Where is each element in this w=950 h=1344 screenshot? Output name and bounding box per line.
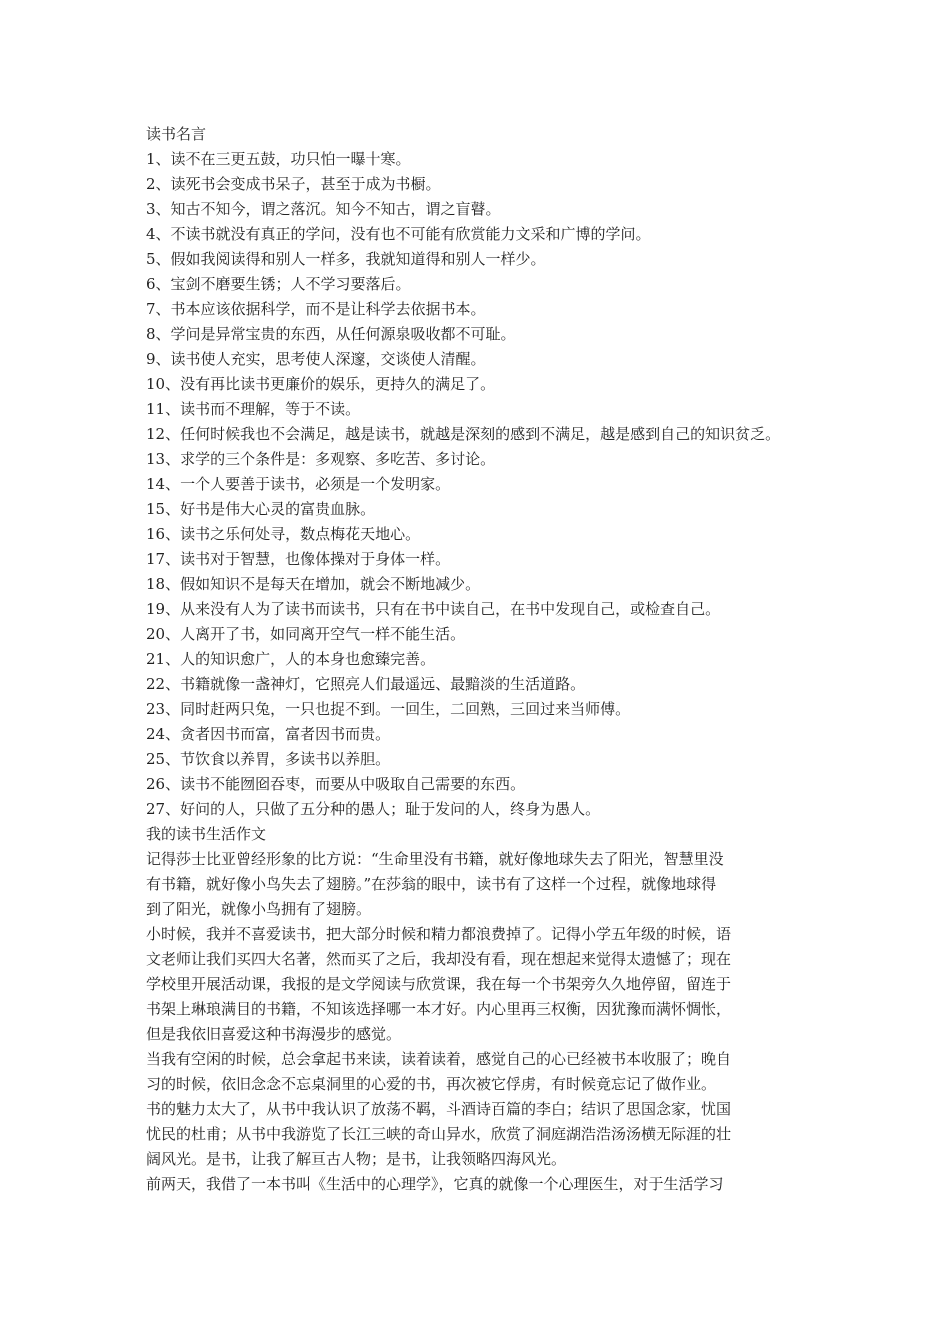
essay-line: 阔风光。是书，让我了解亘古人物；是书，让我领略四海风光。 (146, 1150, 567, 1168)
essay-line: 学校里开展活动课，我报的是文学阅读与欣赏课，我在每一个书架旁久久地停留，留连于 (146, 975, 732, 993)
quote-item: 25、节饮食以养胃，多读书以养胆。 (146, 750, 391, 768)
essay-line: 小时候，我并不喜爱读书，把大部分时候和精力都浪费掉了。记得小学五年级的时候，语 (146, 925, 732, 943)
quote-item: 13、求学的三个条件是：多观察、多吃苦、多讨论。 (146, 450, 496, 468)
quote-item: 5、假如我阅读得和别人一样多，我就知道得和别人一样少。 (146, 250, 546, 268)
quote-item: 14、一个人要善于读书，必须是一个发明家。 (146, 475, 451, 493)
essay-line: 忧民的杜甫；从书中我游览了长江三峡的奇山异水，欣赏了洞庭湖浩浩汤汤横无际涯的壮 (146, 1125, 732, 1143)
quote-item: 26、读书不能囫囵吞枣，而要从中吸取自己需要的东西。 (146, 775, 526, 793)
essay-line: 当我有空闲的时候，总会拿起书来读，读着读着，感觉自己的心已经被书本收服了；晚自 (146, 1050, 732, 1068)
quote-item: 20、人离开了书，如同离开空气一样不能生活。 (146, 625, 466, 643)
quote-item: 19、从来没有人为了读书而读书，只有在书中读自己，在书中发现自己，或检查自己。 (146, 600, 721, 618)
quote-item: 4、不读书就没有真正的学问，没有也不可能有欣赏能力文采和广博的学问。 (146, 225, 651, 243)
essay-line: 前两天，我借了一本书叫《生活中的心理学》，它真的就像一个心理医生，对于生活学习 (146, 1175, 724, 1193)
quote-item: 18、假如知识不是每天在增加，就会不断地减少。 (146, 575, 481, 593)
essay-line: 记得莎士比亚曾经形象的比方说：“生命里没有书籍，就好像地球失去了阳光，智慧里没 (146, 850, 724, 868)
quote-item: 10、没有再比读书更廉价的娱乐，更持久的满足了。 (146, 375, 496, 393)
quote-item: 7、书本应该依据科学，而不是让科学去依据书本。 (146, 300, 486, 318)
quote-item: 15、好书是伟大心灵的富贵血脉。 (146, 500, 376, 518)
quote-item: 17、读书对于智慧，也像体操对于身体一样。 (146, 550, 451, 568)
quote-list (146, 147, 810, 822)
essay-line: 书的魅力太大了，从书中我认识了放荡不羁，斗酒诗百篇的李白；结识了思国念家，忧国 (146, 1100, 732, 1118)
essay-title: 我的读书生活作文 (146, 825, 267, 843)
essay-line: 习的时候，依旧念念不忘桌洞里的心爱的书，再次被它俘虏，有时候竟忘记了做作业。 (146, 1075, 717, 1093)
essay-line: 到了阳光，就像小鸟拥有了翅膀。 (146, 900, 372, 918)
quote-item: 23、同时赶两只兔，一只也捉不到。一回生，二回熟，三回过来当师傅。 (146, 700, 631, 718)
quote-item: 27、好问的人，只做了五分种的愚人；耻于发问的人，终身为愚人。 (146, 800, 601, 818)
quote-item: 22、书籍就像一盏神灯，它照亮人们最遥远、最黯淡的生活道路。 (146, 675, 586, 693)
quote-item: 12、任何时候我也不会满足，越是读书，就越是深刻的感到不满足，越是感到自己的知识贫乏。 (146, 425, 781, 443)
quote-item: 3、知古不知今，谓之落沉。知今不知古，谓之盲瞽。 (146, 200, 501, 218)
quote-item: 21、人的知识愈广，人的本身也愈臻完善。 (146, 650, 436, 668)
document-title: 读书名言 (146, 125, 207, 143)
quote-item: 16、读书之乐何处寻，数点梅花天地心。 (146, 525, 421, 543)
essay-line: 文老师让我们买四大名著，然而买了之后，我却没有看，现在想起来觉得太遗憾了；现在 (146, 950, 732, 968)
quote-item: 6、宝剑不磨要生锈；人不学习要落后。 (146, 275, 411, 293)
quote-item: 11、读书而不理解，等于不读。 (146, 400, 361, 418)
essay-line: 有书籍，就好像小鸟失去了翅膀。”在莎翁的眼中，读书有了这样一个过程，就像地球得 (146, 875, 717, 893)
document-page (146, 122, 810, 1197)
quote-item: 9、读书使人充实，思考使人深邃，交谈使人清醒。 (146, 350, 486, 368)
essay-line: 书架上琳琅满目的书籍，不知该选择哪一本才好。内心里再三权衡，因犹豫而满怀惆怅， (146, 1000, 732, 1018)
essay-body (146, 847, 810, 1197)
quote-item: 8、学问是异常宝贵的东西，从任何源泉吸收都不可耻。 (146, 325, 516, 343)
quote-item: 1、读不在三更五鼓，功只怕一曝十寒。 (146, 150, 411, 168)
essay-line: 但是我依旧喜爱这种书海漫步的感觉。 (146, 1025, 402, 1043)
quote-item: 2、读死书会变成书呆子，甚至于成为书橱。 (146, 175, 441, 193)
quote-item: 24、贪者因书而富，富者因书而贵。 (146, 725, 391, 743)
